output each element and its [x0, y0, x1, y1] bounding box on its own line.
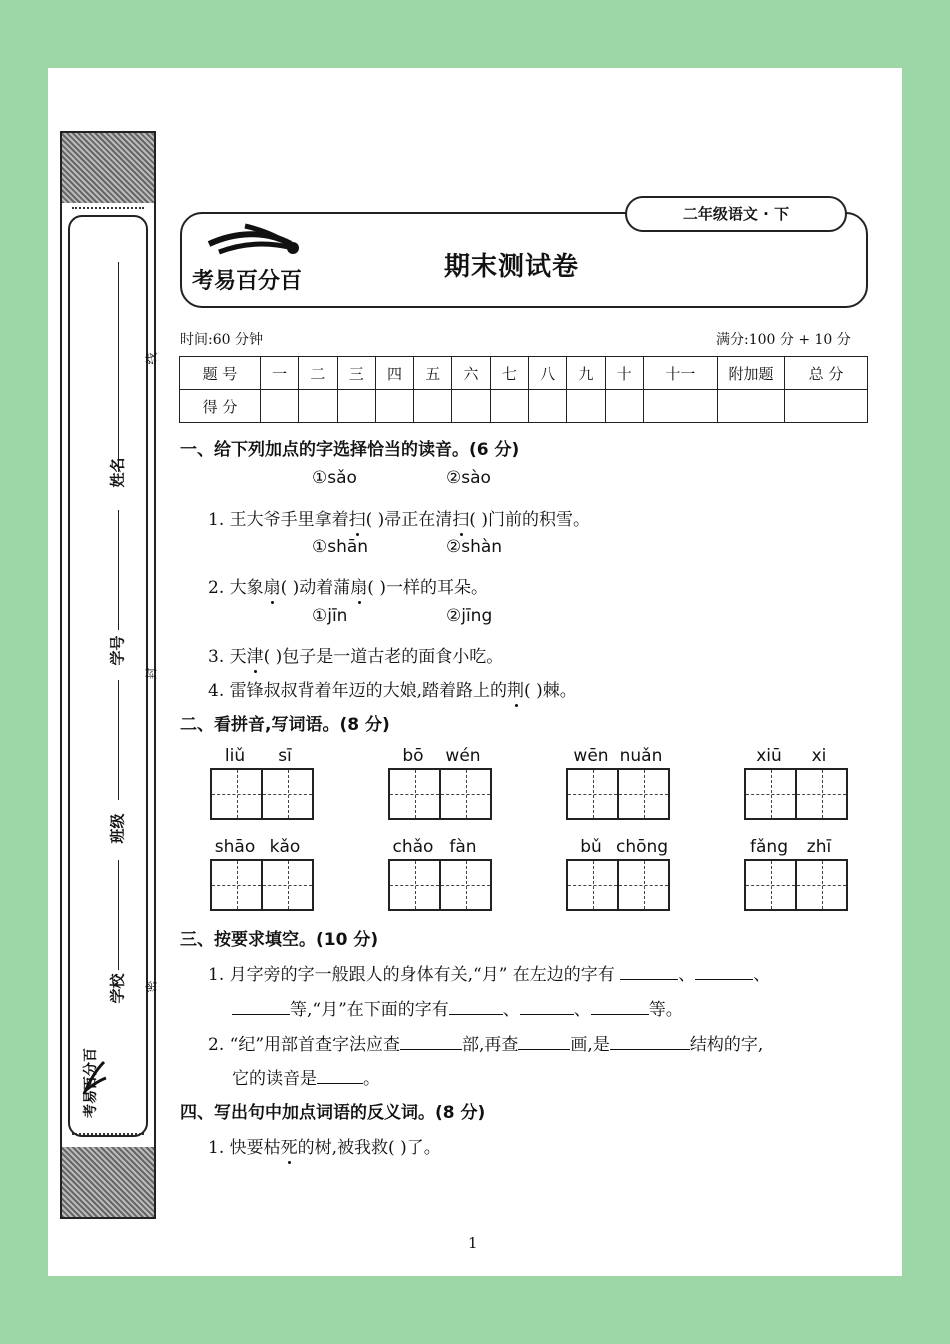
answer-blank-text[interactable]: ( )帚正在清: [365, 510, 453, 530]
class-line: [118, 680, 119, 800]
score-cell[interactable]: [414, 390, 452, 423]
tianzi-grid[interactable]: [388, 768, 492, 820]
score-cell[interactable]: [261, 390, 299, 423]
dotted-char: 扇: [264, 573, 281, 598]
q3-option-2: ②jīng: [446, 606, 493, 626]
pinyin-label: nuǎn: [619, 746, 663, 766]
grade-badge: 二年级语文 · 下: [625, 196, 847, 232]
section1-title: 一、给下列加点的字选择恰当的读音。(6 分): [180, 440, 520, 460]
cut-mark-3: 密: [144, 980, 159, 993]
pinyin-label: chǎo: [392, 837, 434, 857]
hatch-bottom: [62, 1147, 154, 1217]
s1-question-4: 4. 雷锋叔叔背着年迈的大娘,踏着路上的荆( )棘。: [208, 676, 577, 701]
brand-name: 考易百分百: [192, 269, 303, 294]
s1-question-2: 2. 大象扇( )动着蒲扇( )一样的耳朵。: [208, 573, 488, 598]
side-feather-icon: [78, 1058, 108, 1098]
pinyin-label: xiū: [756, 746, 782, 766]
score-head-cell: 二: [299, 357, 337, 390]
answer-blank[interactable]: [520, 998, 574, 1015]
q2-option-2: ②shàn: [446, 537, 503, 557]
answer-blank-text[interactable]: ( )一样的耳朵。: [367, 578, 488, 598]
score-head-cell: 附加题: [718, 357, 785, 390]
score-head-cell: 十: [605, 357, 643, 390]
tianzi-grid[interactable]: [566, 768, 670, 820]
score-table-score-row: [180, 390, 868, 423]
id-line: [118, 510, 119, 630]
answer-blank[interactable]: [620, 963, 678, 980]
dotted-char: 荆: [507, 676, 524, 701]
exam-time: 时间:60 分钟: [180, 332, 263, 348]
score-cell[interactable]: [337, 390, 375, 423]
q1-option-2: ②sào: [446, 468, 491, 488]
score-cell[interactable]: [785, 390, 868, 423]
answer-blank-text[interactable]: ( )门前的积雪。: [469, 510, 590, 530]
id-label: 学号: [108, 635, 127, 666]
pinyin-label: chōng: [616, 837, 669, 857]
pinyin-label: fǎng: [750, 837, 788, 857]
s3-question-1-line2: 等,“月”在下面的字有 、 、 等。: [232, 995, 683, 1020]
pinyin-label: liǔ: [224, 746, 246, 766]
score-table: [179, 356, 868, 423]
school-label: 学校: [108, 973, 127, 1004]
s3-question-2-line1: 2. “纪”用部首查字法应查 部,再查 画,是 结构的字,: [208, 1035, 764, 1055]
score-head-cell: 十一: [643, 357, 717, 390]
hatch-top: [62, 133, 154, 203]
pinyin-label: kǎo: [269, 837, 301, 857]
tianzi-grid[interactable]: [744, 768, 848, 820]
pinyin-label: wén: [445, 746, 481, 766]
pinyin-label: xi: [811, 746, 827, 766]
section3-title: 三、按要求填空。(10 分): [180, 930, 379, 950]
section2-title: 二、看拼音,写词语。(8 分): [180, 715, 390, 735]
pinyin-label: shāo: [214, 837, 256, 857]
s1-question-1: 1. 王大爷手里拿着扫( )帚正在清扫( )门前的积雪。: [208, 505, 590, 530]
answer-blank-text[interactable]: ( )棘。: [524, 681, 577, 701]
answer-blank[interactable]: [449, 998, 503, 1015]
score-row-label: 得 分: [180, 390, 261, 423]
score-cell[interactable]: [605, 390, 643, 423]
score-cell[interactable]: [528, 390, 566, 423]
pinyin-label: bǔ: [580, 837, 602, 857]
tianzi-grid[interactable]: [210, 859, 314, 911]
tianzi-grid[interactable]: [388, 859, 492, 911]
answer-blank[interactable]: [518, 1033, 570, 1050]
score-head-cell: 五: [414, 357, 452, 390]
answer-blank[interactable]: [695, 963, 753, 980]
score-head-cell: 题 号: [180, 357, 261, 390]
score-head-cell: 三: [337, 357, 375, 390]
pinyin-label: fàn: [449, 837, 477, 857]
cut-mark-1: 线: [144, 352, 159, 365]
dotted-char: 津: [247, 642, 264, 667]
class-label: 班级: [108, 813, 127, 844]
s1-question-3: 3. 天津( )包子是一道古老的面食小吃。: [208, 642, 503, 667]
page-title: 期末测试卷: [444, 252, 580, 282]
score-head-cell: 一: [261, 357, 299, 390]
q3-option-1: ①jīn: [312, 606, 348, 626]
side-logo: 考易百分百: [83, 1048, 99, 1118]
score-table-header-row: [180, 357, 868, 390]
pinyin-label: bō: [402, 746, 424, 766]
pinyin-label: zhī: [806, 837, 832, 857]
dotted-char: 扫: [452, 505, 469, 530]
s3-question-1-line1: 1. 月字旁的字一般跟人的身体有关,“月” 在左边的字有 、 、: [208, 965, 771, 985]
score-cell[interactable]: [567, 390, 605, 423]
name-label: 姓名: [108, 457, 127, 488]
school-line: [118, 860, 119, 970]
answer-blank[interactable]: [400, 1033, 462, 1050]
cut-mark-2: 封: [144, 667, 159, 680]
score-cell[interactable]: [452, 390, 490, 423]
perforation-top: [72, 207, 144, 215]
q2-option-1: ①shān: [312, 537, 369, 557]
score-cell[interactable]: [375, 390, 413, 423]
brand-feather-icon: [205, 218, 305, 266]
dotted-char: 死: [281, 1133, 298, 1158]
score-head-cell: 八: [528, 357, 566, 390]
score-cell[interactable]: [490, 390, 528, 423]
pinyin-label: wēn: [573, 746, 609, 766]
score-head-cell: 总 分: [785, 357, 868, 390]
page-number: 1: [468, 1234, 478, 1252]
score-cell[interactable]: [718, 390, 785, 423]
score-head-cell: 九: [567, 357, 605, 390]
answer-blank[interactable]: [610, 1033, 690, 1050]
tianzi-grid[interactable]: [744, 859, 848, 911]
score-head-cell: 四: [375, 357, 413, 390]
full-score: 满分:100 分 + 10 分: [716, 332, 851, 348]
score-head-cell: 六: [452, 357, 490, 390]
answer-blank[interactable]: [591, 998, 649, 1015]
tianzi-grid[interactable]: [566, 859, 670, 911]
answer-blank-text[interactable]: ( )动着蒲: [280, 578, 351, 598]
score-cell[interactable]: [299, 390, 337, 423]
answer-blank[interactable]: [317, 1067, 363, 1084]
pinyin-label: sī: [278, 746, 292, 766]
answer-blank-text[interactable]: ( )包子是一道古老的面食小吃。: [263, 647, 504, 667]
score-cell[interactable]: [643, 390, 717, 423]
dotted-char: 扇: [350, 573, 367, 598]
answer-blank[interactable]: [232, 998, 290, 1015]
tianzi-grid[interactable]: [210, 768, 314, 820]
dotted-char: 扫: [349, 505, 366, 530]
q1-option-1: ①sǎo: [312, 468, 357, 488]
section4-title: 四、写出句中加点词语的反义词。(8 分): [180, 1103, 486, 1123]
answer-blank-text[interactable]: 的树,被我救( )了。: [297, 1138, 441, 1158]
s3-question-2-line2: 它的读音是 。: [232, 1069, 380, 1089]
s4-question-1: 1. 快要枯死的树,被我救( )了。: [208, 1133, 441, 1158]
name-line: [118, 262, 119, 472]
score-head-cell: 七: [490, 357, 528, 390]
